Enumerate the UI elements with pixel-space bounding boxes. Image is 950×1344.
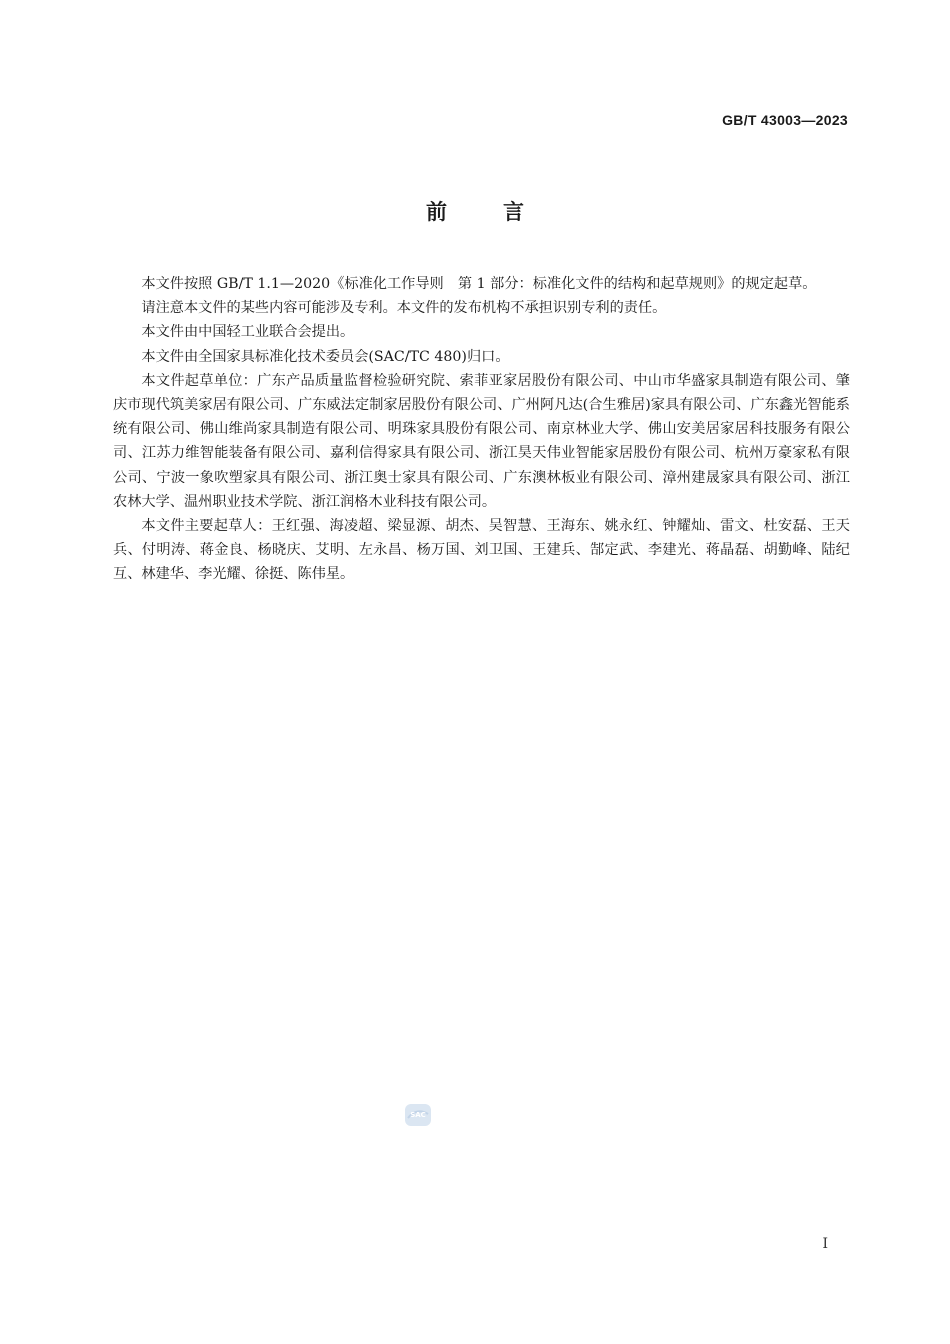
paragraph-proposed-by: 本文件由中国轻工业联合会提出。 <box>141 324 355 341</box>
title-char-2: 言 <box>503 200 524 224</box>
foreword-body <box>113 272 850 587</box>
paragraph-drafting-rules: 本文件按照 GB/T 1.1—2020《标准化工作导则 第 1 部分：标准化文件的结构和起草规则》的规定起草。 <box>141 276 817 292</box>
paragraph-patent-notice: 请注意本文件的某些内容可能涉及专利。本文件的发布机构不承担识别专利的责任。 <box>141 300 667 317</box>
sac-logo-text: SAC <box>410 1111 426 1119</box>
paragraph-drafting-organizations: 本文件起草单位：广东产品质量监督检验研究院、索菲亚家居股份有限公司、中山市华盛家具制造有限公司、肇庆市现代筑美家居有限公司、广东威法定制家居股份有限公司、广州阿凡达(合生雅居)家具有限公司、广东鑫光智能系统有限公司、佛山维尚家具制造有限公司、明珠家具股份有限公司、南京林业大学、佛山安美居家居科技服务有限公司、江苏力维智能装备有限公司、嘉利信得家具有限公司、浙江昊天伟业智能家居股份有限公司、杭州万豪家私有限公司、宁波一象吹塑家具有限公司、浙江奥士家具有限公司、广东澳林板业有限公司、漳州建晟家具有限公司、浙江农林大学、温州职业技术学院、浙江润格木业科技有限公司。 <box>113 372 850 510</box>
paragraph-under-jurisdiction: 本文件由全国家具标准化技术委员会(SAC/TC 480)归口。 <box>141 348 510 365</box>
title-char-1: 前 <box>426 200 447 224</box>
paragraph-main-drafters: 本文件主要起草人：王红强、海凌超、梁显源、胡杰、吴智慧、王海东、姚永红、钟耀灿、雷文、杜安磊、王天兵、付明涛、蒋金良、杨晓庆、艾明、左永昌、杨万国、刘卫国、王建兵、郜定武、李建光、蒋晶磊、胡勤峰、陆纪互、林建华、李光耀、徐挺、陈伟星。 <box>113 518 850 583</box>
standard-number: GB/T 43003—2023 <box>722 112 848 128</box>
sac-logo-icon <box>404 1102 432 1128</box>
page-number: I <box>822 1236 828 1252</box>
page-title <box>0 196 950 226</box>
